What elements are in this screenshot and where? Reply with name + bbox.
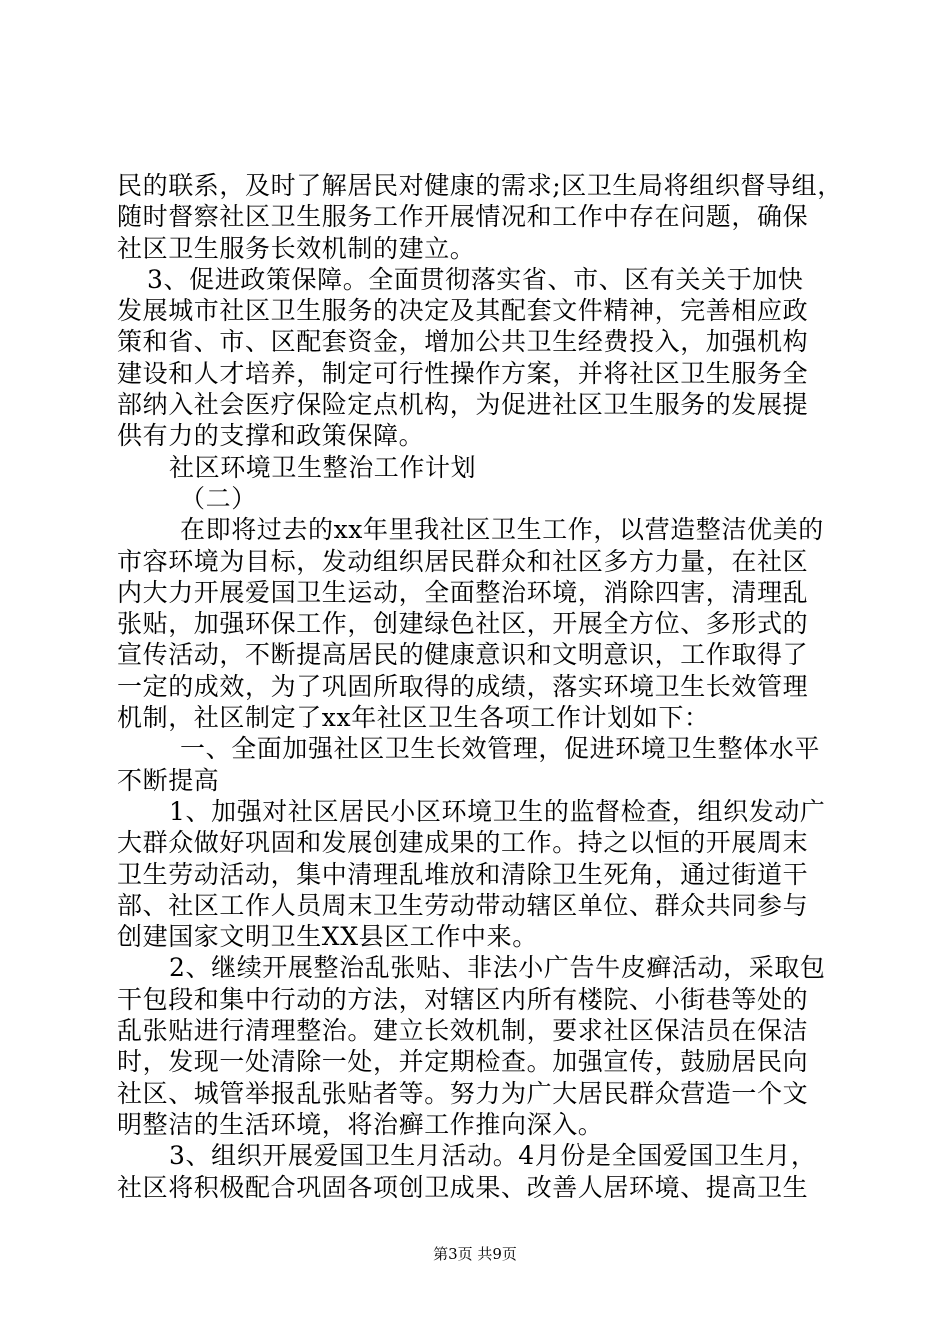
section-title: 社区环境卫生整治工作计划 xyxy=(169,452,477,482)
text-line: 一定的成效，为了巩固所取得的成绩，落实环境卫生长效管理 xyxy=(117,671,809,701)
text-line: 3、组织开展爱国卫生月活动。4月份是全国爱国卫生月， xyxy=(169,1141,817,1171)
text-line: 明整洁的生活环境，将治癣工作推向深入。 xyxy=(117,1109,604,1139)
text-line: 发展城市社区卫生服务的决定及其配套文件精神，完善相应政 xyxy=(117,296,809,326)
text-line: 3、促进政策保障。全面贯彻落实省、市、区有关关于加快 xyxy=(147,264,804,294)
text-line: 内大力开展爱国卫生运动，全面整治环境，消除四害，清理乱 xyxy=(117,577,809,607)
text-line: 宣传活动，不断提高居民的健康意识和文明意识，工作取得了 xyxy=(117,640,809,670)
text-line: 干包段和集中行动的方法，对辖区内所有楼院、小街巷等处的 xyxy=(117,984,809,1014)
text-line: 部、社区工作人员周末卫生劳动带动辖区单位、群众共同参与 xyxy=(117,890,809,920)
text-line: 在即将过去的xx年里我社区卫生工作，以营造整洁优美的 xyxy=(180,515,824,545)
text-line: 社区将积极配合巩固各项创卫成果、改善人居环境、提高卫生 xyxy=(117,1172,809,1202)
text-line: 随时督察社区卫生服务工作开展情况和工作中存在问题，确保 xyxy=(117,202,809,232)
text-line: 1、加强对社区居民小区环境卫生的监督检查，组织发动广 xyxy=(169,796,826,826)
text-line: 机制，社区制定了xx年社区卫生各项工作计划如下： xyxy=(117,703,710,733)
text-line: 大群众做好巩固和发展创建成果的工作。持之以恒的开展周末 xyxy=(117,828,809,858)
text-line: 部纳入社会医疗保险定点机构，为促进社区卫生服务的发展提 xyxy=(117,390,809,420)
text-line: 市容环境为目标，发动组织居民群众和社区多方力量，在社区 xyxy=(117,546,809,576)
text-line: 卫生劳动活动，集中清理乱堆放和清除卫生死角，通过街道干 xyxy=(117,859,809,889)
text-line: 策和省、市、区配套资金，增加公共卫生经费投入，加强机构 xyxy=(117,327,809,357)
text-line: 建设和人才培养，制定可行性操作方案，并将社区卫生服务全 xyxy=(117,358,809,388)
text-line: 乱张贴进行清理整治。建立长效机制，要求社区保洁员在保洁 xyxy=(117,1016,809,1046)
text-line: 时，发现一处清除一处，并定期检查。加强宣传，鼓励居民向 xyxy=(117,1047,809,1077)
document-body xyxy=(117,170,843,1203)
section-subtitle: （二） xyxy=(180,483,257,513)
heading-line: 一、全面加强社区卫生长效管理，促进环境卫生整体水平 xyxy=(180,734,821,764)
page-number-footer: 第3页 共9页 xyxy=(433,1245,517,1263)
text-line: 民的联系，及时了解居民对健康的需求;区卫生局将组织督导组， xyxy=(117,171,843,200)
text-line: 2、继续开展整治乱张贴、非法小广告牛皮癣活动，采取包 xyxy=(169,953,826,983)
text-line: 张贴，加强环保工作，创建绿色社区，开展全方位、多形式的 xyxy=(117,609,809,639)
text-line: 社区卫生服务长效机制的建立。 xyxy=(117,233,476,263)
text-line: 创建国家文明卫生XX县区工作中来。 xyxy=(117,922,538,952)
text-line: 供有力的支撑和政策保障。 xyxy=(117,421,425,451)
heading-line: 不断提高 xyxy=(117,765,220,795)
text-line: 社区、城管举报乱张贴者等。努力为广大居民群众营造一个文 xyxy=(117,1078,809,1108)
